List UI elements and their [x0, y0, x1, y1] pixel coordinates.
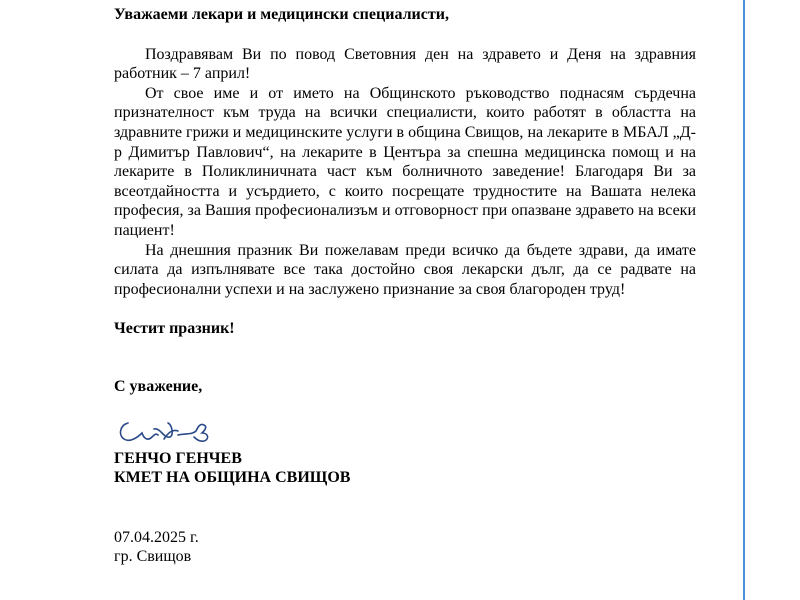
date-place-block: [114, 528, 696, 567]
signer-title: КМЕТ НА ОБЩИНА СВИЩОВ: [114, 469, 351, 487]
letter-date: 07.04.2025 г.: [114, 528, 199, 546]
letter-place: гр. Свищов: [114, 548, 192, 566]
page-margin-border: [743, 0, 745, 600]
letter-greeting: Уважаеми лекари и медицински специалисти,: [114, 6, 449, 23]
regards-line: С уважение,: [114, 377, 203, 395]
signature-icon: [114, 409, 224, 449]
paragraph-wishes: На днешния празник Ви пожелавам преди всичко да бъдете здрави, да имате силата да изпълнявате все така достойно своя лекарски дълг, да се радвате на професионални успехи и на заслужено признание за своя благороден труд!: [114, 241, 696, 298]
closing-line: Честит празник!: [114, 320, 235, 338]
paragraph-gratitude: От свое име и от името на Общинското ръководство поднасям сърдечна признателност към труда на всички специалисти, които работят в областта на здравните грижи и медицинските услуги в община Свищов, на лекарите в МБАЛ „Д-р Димитър Павлович“, на лекарите в Центъра за спешна медицинска помощ и на лекарите в Поликлиничната част към болничното заведение! Благодаря Ви за всеотдайността и усърдието, с които посрещате трудностите на Вашата нелека професия, за Вашия професионализъм и отговорност при опазване здравето на всеки пациент!: [114, 84, 696, 239]
signer-name: ГЕНЧО ГЕНЧЕВ: [114, 449, 242, 467]
paragraph-congratulations: Поздравявам Ви по повод Световния ден на здравето и Деня на здравния работник – 7 април!: [114, 45, 696, 83]
letter-body: [114, 5, 696, 567]
